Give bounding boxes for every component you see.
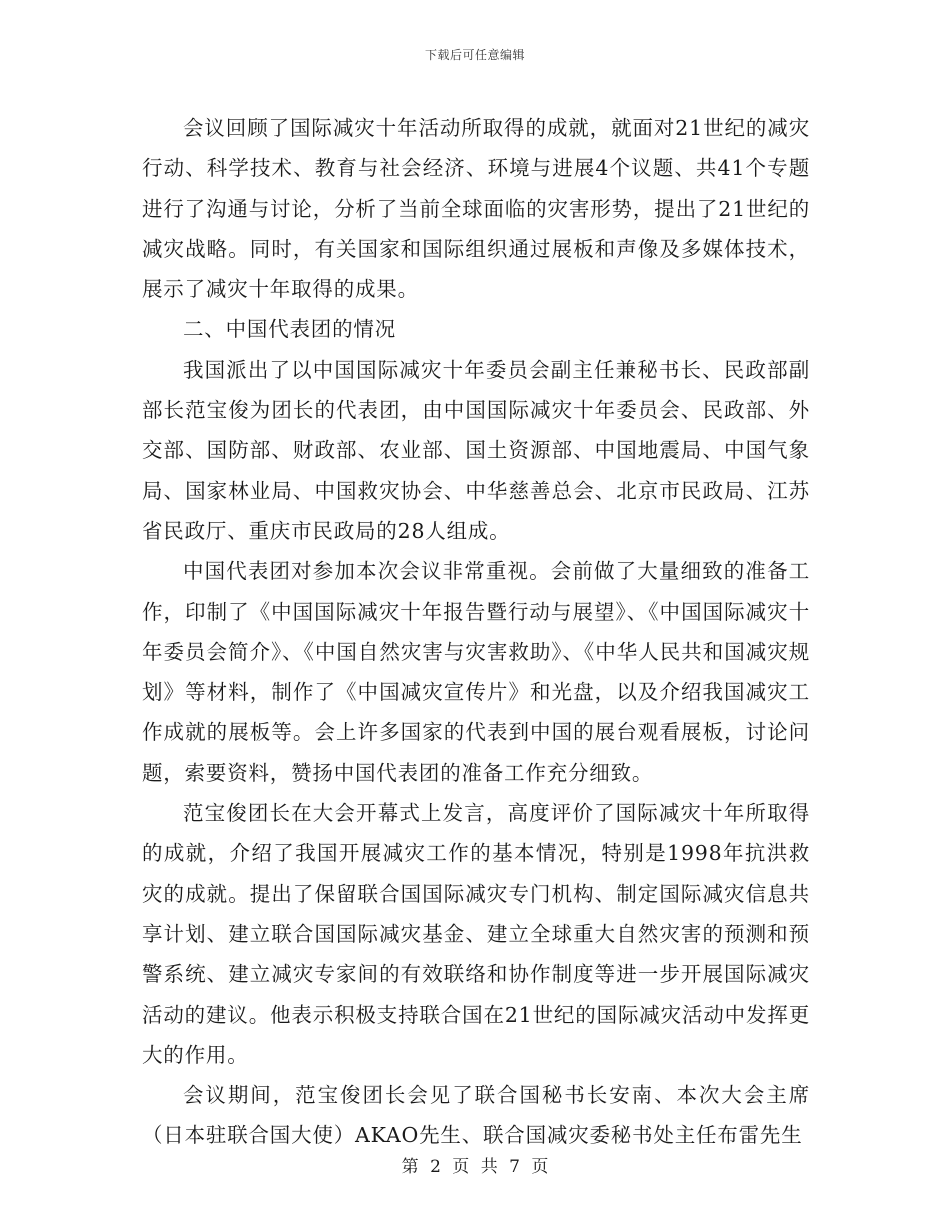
page-header: 下载后可任意编辑 — [424, 48, 525, 62]
paragraph: 范宝俊团长在大会开幕式上发言，高度评价了国际减灾十年所取得的成就，介绍了我国开展减灾工作的基本情况，特别是1998年抗洪救灾的成就。提出了保留联合国国际减灾专门机构、制定国际减灾信息共享计划、建立联合国国际减灾基金、建立全球重大自然灾害的预测和预警系统、建立减灾专家间的有效联络和协作制度等进一步开展国际减灾活动的建议。他表示积极支持联合国在21世纪的国际减灾活动中发挥更大的作用。 — [142, 801, 810, 1067]
paragraph: 我国派出了以中国国际减灾十年委员会副主任兼秘书长、民政部副部长范宝俊为团长的代表团，由中国国际减灾十年委员会、民政部、外交部、国防部、财政部、农业部、国土资源部、中国地震局、中国气象局、国家林业局、中国救灾协会、中华慈善总会、北京市民政局、江苏省民政厅、重庆市民政局的28人组成。 — [142, 357, 810, 543]
paragraph: 会议期间，范宝俊团长会见了联合国秘书长安南、本次大会主席（日本驻联合国大使）AKAO先生、联合国减灾委秘书处主任布雷先生 — [142, 1083, 810, 1148]
paragraph: 中国代表团对参加本次会议非常重视。会前做了大量细致的准备工作，印制了《中国国际减灾十年报告暨行动与展望》、《中国国际减灾十年委员会简介》、《中国自然灾害与灾害救助》、《中华人民共和国减灾规划》等材料，制作了《中国减灾宣传片》和光盘，以及介绍我国减灾工作成就的展板等。会上许多国家的代表到中国的展台观看展板，讨论问题，索要资料，赞扬中国代表团的准备工作充分细致。 — [142, 559, 810, 785]
section-heading: 二、中国代表团的情况 — [183, 317, 396, 342]
page-number-footer: 第 2 页 共 7 页 — [401, 1157, 549, 1177]
paragraph: 会议回顾了国际减灾十年活动所取得的成就，就面对21世纪的减灾行动、科学技术、教育与社会经济、环境与进展4个议题、共41个专题进行了沟通与讨论，分析了当前全球面临的灾害形势，提出了21世纪的减灾战略。同时，有关国家和国际组织通过展板和声像及多媒体技术，展示了减灾十年取得的成果。 — [142, 116, 810, 302]
document-body — [142, 108, 810, 1156]
